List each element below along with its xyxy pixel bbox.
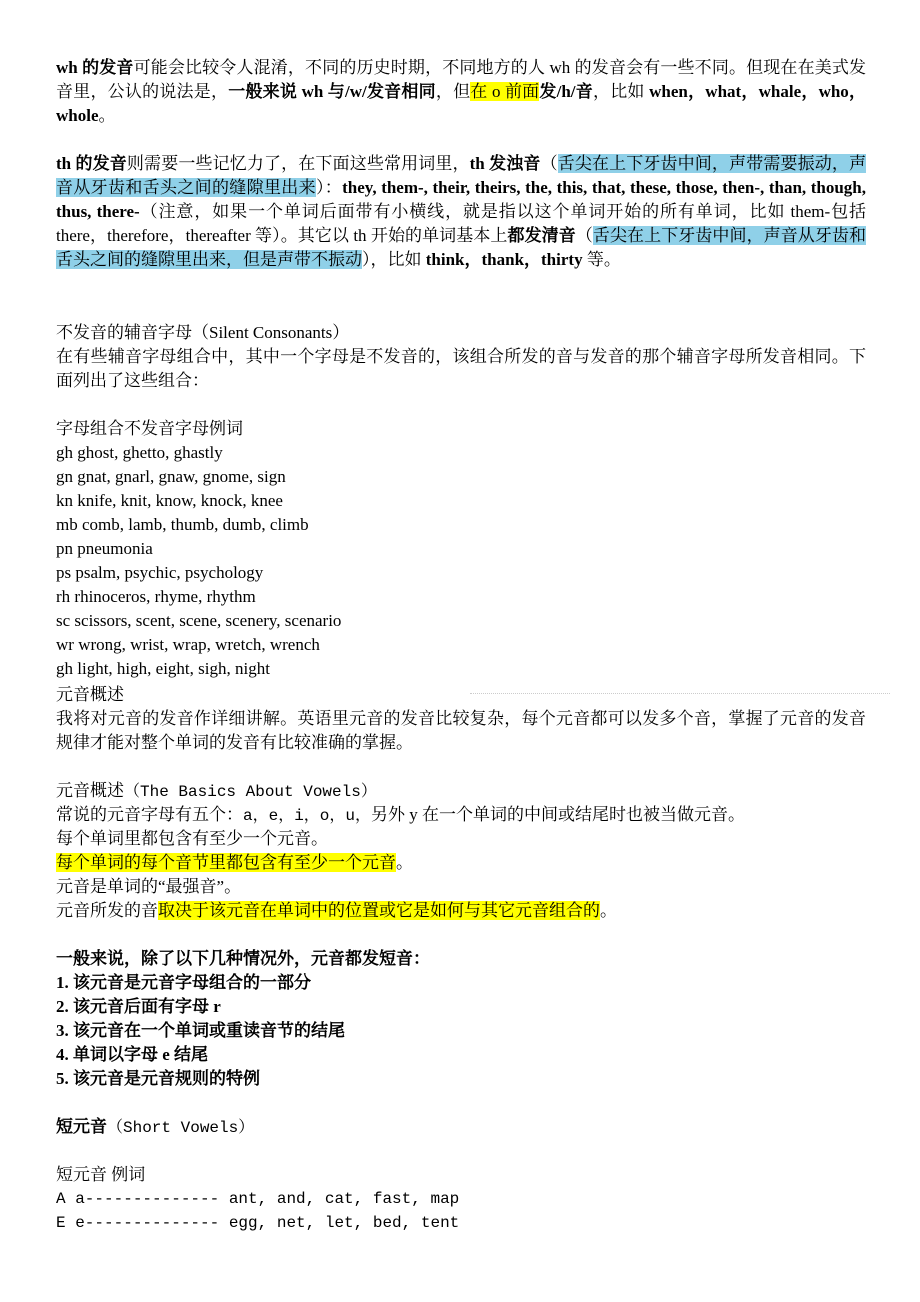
bold-text: th 的发音 xyxy=(56,154,127,173)
bold-text: they, them-, their, theirs, the, this, that, these, those, then-, than, though, thus, there- xyxy=(56,178,867,221)
text: 元音是单词的“最强音”。 xyxy=(56,877,242,896)
paragraph-wh-pronunciation xyxy=(56,56,866,128)
vowel-letters: a，e，i，o，u， xyxy=(243,807,372,825)
rules-intro: 一般来说，除了以下几种情况外，元音都发短音： xyxy=(56,949,430,968)
bold-text: when，what，whale，who，whole xyxy=(56,82,867,125)
bold-text: 发/h/音 xyxy=(539,82,593,101)
text: 另外 y 在一个单词的中间或结尾时也被当做元音。 xyxy=(371,805,746,824)
text: 可能会比较令人混淆，不同的历史时期，不同地方的人 wh 的发音会有一些不同。但现在在美式发音里，公认的说法是， xyxy=(56,58,867,101)
silent-consonants-section xyxy=(56,321,866,681)
bold-text: th 发浊音 xyxy=(469,154,541,173)
list-item: mb comb, lamb, thumb, dumb, climb xyxy=(56,515,309,534)
bold-text: 一般来说 wh 与/w/发音相同 xyxy=(228,82,436,101)
basics-title-cn: 元音概述 xyxy=(56,781,124,800)
list-item: pn pneumonia xyxy=(56,539,153,558)
basics-title-en: （The Basics About Vowels） xyxy=(124,783,377,801)
rule-item: 4. 单词以字母 e 结尾 xyxy=(56,1045,209,1064)
text: 。 xyxy=(600,901,617,920)
text: （注意，如果一个单词后面带有小横线，就是指以这个单词开始的所有单词，比如 them-包括 there，therefore，thereafter 等）。其它以 th 开始的单词基本上 xyxy=(56,202,866,245)
text: ，比如 xyxy=(592,82,650,101)
short-vowel-row: A a-------------- ant, and, cat, fast, map xyxy=(56,1190,460,1208)
bold-text: wh 的发音 xyxy=(56,58,134,77)
text: 常说的元音字母有五个： xyxy=(56,805,243,824)
bold-text: think，thank，thirty xyxy=(425,250,583,269)
list-item: wr wrong, wrist, wrap, wretch, wrench xyxy=(56,635,320,654)
bold-text: 都发清音 xyxy=(507,226,576,245)
text: ，但 xyxy=(435,82,471,101)
paragraph-th-pronunciation xyxy=(56,152,866,272)
highlighted-text: 取决于该元音在单词中的位置或它是如何与其它元音组合的 xyxy=(158,901,600,920)
short-vowels-title: 短元音 xyxy=(56,1117,107,1136)
list-item: gh ghost, ghetto, ghastly xyxy=(56,443,223,462)
list-item: sc scissors, scent, scene, scenery, scenario xyxy=(56,611,342,630)
list-item: rh rhinoceros, rhyme, rhythm xyxy=(56,587,256,606)
list-header: 字母组合不发音字母例词 xyxy=(56,419,243,438)
highlighted-text: 舌尖在上下牙齿中间，声音从牙齿和舌头之间的缝隙里出来，但是声带不振动 xyxy=(56,226,867,269)
section-text: 我将对元音的发音作详细讲解。英语里元音的发音比较复杂，每个元音都可以发多个音，掌握了元音的发音规律才能对整个单词的发音有比较准确的掌握。 xyxy=(56,709,866,752)
text: （ xyxy=(540,154,558,173)
list-item: ps psalm, psychic, psychology xyxy=(56,563,264,582)
text: 元音所发的音 xyxy=(56,901,158,920)
section-title: 元音概述 xyxy=(56,685,124,704)
section-intro: 在有些辅音字母组合中，其中一个字母是不发音的，该组合所发的音与发音的那个辅音字母所发音相同。下面列出了这些组合： xyxy=(56,347,866,390)
list-item: gn gnat, gnarl, gnaw, gnome, sign xyxy=(56,467,286,486)
text: 每个单词里都包含有至少一个元音。 xyxy=(56,829,328,848)
text: ）： xyxy=(315,178,343,197)
rule-item: 3. 该元音在一个单词或重读音节的结尾 xyxy=(56,1021,345,1040)
short-vowels-title-en: （Short Vowels） xyxy=(107,1119,255,1137)
highlighted-text: 舌尖在上下牙齿中间，声带需要振动，声音从牙齿和舌头之间的缝隙里出来 xyxy=(56,154,867,197)
text: 等。 xyxy=(582,250,621,269)
short-vowel-row: E e-------------- egg, net, let, bed, tent xyxy=(56,1214,460,1232)
highlighted-text: 在 o 前面 xyxy=(470,82,540,101)
text: （ xyxy=(575,226,593,245)
text: 。 xyxy=(396,853,413,872)
short-vowels-header: 短元音 例词 xyxy=(56,1165,146,1184)
list-item: gh light, high, eight, sigh, night xyxy=(56,659,270,678)
section-title: 不发音的辅音字母（Silent Consonants） xyxy=(56,323,350,342)
text: 则需要一些记忆力了，在下面这些常用词里， xyxy=(126,154,470,173)
text: ），比如 xyxy=(362,250,426,269)
rule-item: 1. 该元音是元音字母组合的一部分 xyxy=(56,973,311,992)
rule-item: 2. 该元音后面有字母 r xyxy=(56,997,221,1016)
text: 。 xyxy=(98,106,116,125)
rule-item: 5. 该元音是元音规则的特例 xyxy=(56,1069,260,1088)
vowel-overview-section xyxy=(56,683,866,1235)
highlighted-text: 每个单词的每个音节里都包含有至少一个元音 xyxy=(56,853,396,872)
list-item: kn knife, knit, know, knock, knee xyxy=(56,491,283,510)
